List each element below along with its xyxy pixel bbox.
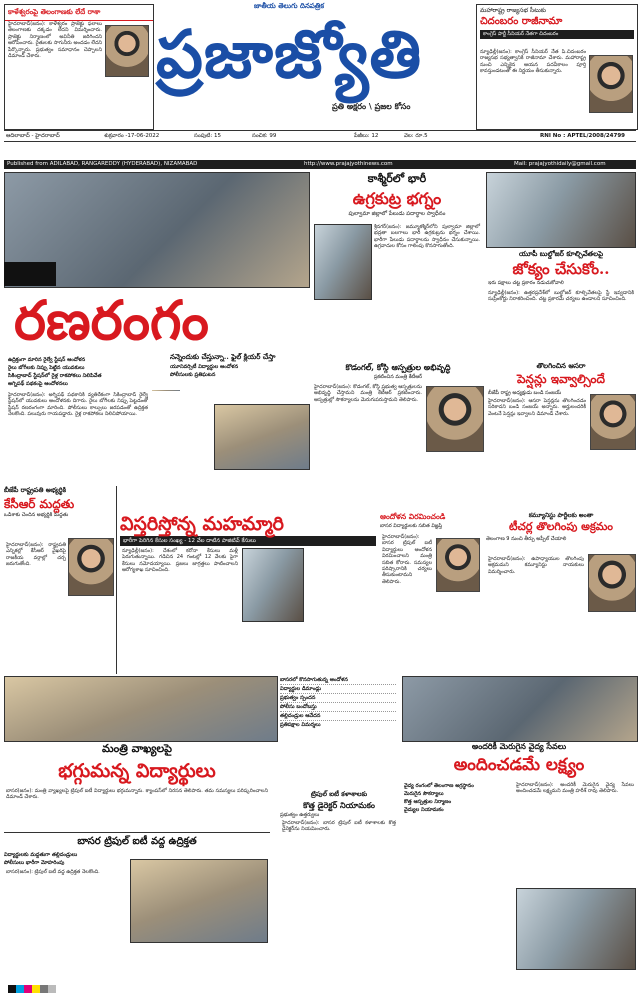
teacher-kicker: కమ్యూనిస్టు పార్టీలకు అంతా xyxy=(528,512,594,519)
masthead-title: ప్రజాజ్యోతి xyxy=(156,15,423,93)
health-headline: అందించడమే లక్ష్యం xyxy=(453,755,585,775)
bandi-photo xyxy=(590,394,636,450)
person-photo xyxy=(105,25,149,77)
dateline-issue: సంచిక: 99 xyxy=(252,133,277,139)
kcr-sub: ఒడిశాకు చెందిన అభ్యర్థికి మద్దతు xyxy=(4,512,69,518)
students-kicker: మంత్రి వాఖ్యలపై xyxy=(101,742,173,755)
covid-sub: భారీగా పెరిగిన కేసుల సంఖ్య - 12 వేల దాటిన పాజిటివ్ కేసులు xyxy=(120,536,376,546)
top-left-heading: కాళేశ్వరంపై తెలంగాణకు లేదే రాశా xyxy=(5,5,153,21)
sc-heading: యూపీ బుల్డోజర్ కూల్చివేతలపై xyxy=(518,250,604,258)
director-story xyxy=(280,790,398,972)
brief-item: విద్యార్థుల డిమాండ్లు xyxy=(280,685,396,694)
sc-headline: జోక్యం చేసుకోం.. xyxy=(512,260,610,278)
kcr-photo xyxy=(68,538,114,596)
teacher-sub: తెలంగాణ 9 నుంచి తీర్పు అప్పీల్ చేయాలి xyxy=(486,536,567,542)
kodangal-story xyxy=(312,362,484,480)
lead-bullet: సికింద్రాబాద్ స్టేషన్‌లో రైళ్ల రాకపోకలు నిలిపివేత xyxy=(8,373,102,379)
kashmir-headline: ఉగ్రకుట్ర భగ్నం xyxy=(352,189,442,208)
sc-story xyxy=(486,172,636,358)
kashmir-photo xyxy=(314,224,372,300)
mail: Mail: prajajyothidaily@gmail.com xyxy=(514,161,606,167)
director-sub: ప్రభుత్వం ఉత్తర్వులు xyxy=(280,812,320,818)
kcr-body: హైదరాబాద్(జనం): రాష్ట్రపతి ఎన్నికల్లో కేసీఆర్ వైఖరిపై రాజకీయ వర్గాల్లో చర్చ జరుగుతోంది. xyxy=(6,542,66,568)
dateline-volume: సంపుటి: 15 xyxy=(194,133,221,139)
lead-body: హైదరాబాద్(జనం): అగ్నిపథ్ పథకానికి వ్యతిరేకంగా సికింద్రాబాద్ రైల్వే స్టేషన్‌లో యువకులు ఆందోళనకు దిగారు. రైలు బోగీలకు నిప్పు పెట్టడంతో స్టేషన్ రణరంగంగా మారింది. పోలీసులు కాల్పులు జరపడంతో ఉద్రిక్తత నెలకొంది. పలువురు గాయపడ్డారు. రైళ్ల రాకపోకలు నిలిచిపోయాయి. xyxy=(8,392,148,418)
covid-photo xyxy=(242,548,304,622)
top-right-kicker: మహారాష్ట్ర రాజ్యసభ సీటుకు xyxy=(480,7,546,14)
students-photo xyxy=(4,676,278,742)
teacher-story xyxy=(486,512,636,674)
health-body: హైదరాబాద్(జనం): అందరికీ మెరుగైన వైద్య సేవలు అందించడమే లక్ష్యమని మంత్రి హరీశ్ రావు తెలిపారు. xyxy=(516,782,634,795)
nanna-bullet: యూనివర్సిటీ విద్యార్థుల ఆందోళన xyxy=(170,364,239,370)
covid-body: న్యూఢిల్లీ(జనం): దేశంలో కరోనా కేసులు మళ్లీ పెరుగుతున్నాయి. గడిచిన 24 గంటల్లో 12 వేలకు పైగా కేసులు నమోదయ్యాయి. ప్రజలు జాగ్రత్తలు పాటించాలని ఆరోగ్యశాఖ సూచించింది. xyxy=(122,548,238,574)
pension-kicker: తొలగించిన ఆసరా xyxy=(536,362,586,370)
health-bullets xyxy=(404,782,512,814)
lead-photo-caption-block xyxy=(4,262,56,286)
andolana-story xyxy=(380,512,480,674)
lead-bullet: ఉద్రిక్తంగా మారిన రైల్వే స్టేషన్ ఆందోళన xyxy=(8,357,86,363)
pension-sub: బీజేపీ రాష్ట్ర అధ్యక్షుడు బండి సంజయ్ xyxy=(488,390,562,396)
health-photo xyxy=(402,676,638,742)
students-body: బాసర(జనం): మంత్రి వ్యాఖ్యలపై ట్రిపుల్ ఐటీ విద్యార్థులు భగ్గుమన్నారు. క్యాంపస్‌లో నిరసన తెలిపారు. తమ సమస్యలు పరిష్కరించాలని డిమాండ్ చేశారు. xyxy=(6,788,268,801)
basara-story xyxy=(4,832,270,973)
teacher-headline: టీచర్ల తొలగింపు అక్రమం xyxy=(509,520,613,533)
students-headline: భగ్గుమన్న విద్యార్థులు xyxy=(58,760,216,782)
kashmir-kicker: కాశ్మీర్‌లో భారీ xyxy=(367,172,427,185)
director-headline: కొత్త డైరెక్టర్ నియామకం xyxy=(303,800,375,810)
nanna-heading: నన్నెందుకు చేస్తున్నా.. ఫైల్ క్లియర్ చేస్తా xyxy=(170,352,276,361)
pension-body: హైదరాబాద్(జనం): ఆసరా పెన్షన్లను తొలగించడం సరికాదని బండి సంజయ్ అన్నారు. అర్హులందరికీ వెంటనే పెన్షన్లు ఇవ్వాలని డిమాండ్ చేశారు. xyxy=(488,398,586,417)
masthead xyxy=(154,2,474,128)
sc-body: న్యూఢిల్లీ(జనం): ఉత్తరప్రదేశ్‌లో బుల్డోజర్ కూల్చివేతలపై స్టే ఇవ్వడానికి సుప్రీంకోర్టు నిరాకరించింది. చట్ట ప్రకారమే చర్యలు ఉండాలని సూచించింది. xyxy=(488,290,634,303)
masthead-tagline: జాతీయ తెలుగు దినపత్రిక xyxy=(254,2,324,10)
teacher-photo xyxy=(588,554,636,612)
brief-item: ప్రతిపక్షాల విమర్శలు xyxy=(280,722,321,728)
nanna-bullet: పోలీసులకు ప్రతిఘటన xyxy=(170,372,216,378)
masthead-slogan: ప్రతి అక్షరం \ ప్రజల కోసం xyxy=(332,102,411,111)
kcr-story xyxy=(4,486,117,674)
andolana-sub: బాసర విద్యార్థులకు సబిత విజ్ఞప్తి xyxy=(380,523,443,529)
dateline-date: శుక్రవారం -17-06-2022 xyxy=(104,133,160,139)
basara-bullet: పోలీసులు భారీగా మోహరింపు xyxy=(4,860,65,866)
health-bullet: వైద్య రంగంలో తెలంగాణ అగ్రస్థానం xyxy=(404,783,474,789)
students-story xyxy=(4,742,270,828)
pension-headline: పెన్షన్లు ఇవ్వాల్సిందే xyxy=(517,372,605,386)
kashmir-body: శ్రీనగర్(జనం): జమ్మూకశ్మీర్‌లోని పుల్వామా జిల్లాలో భద్రతా బలగాలు భారీ ఉగ్రకుట్రను భగ్నం చేశాయి. భారీగా పేలుడు పదార్థాలను స్వాధీనం చేసుకున్నాయి. ఉగ్రవాదుల కోసం గాలింపు కొనసాగుతోంది. xyxy=(374,224,480,250)
sabitha-photo xyxy=(436,538,480,592)
person-photo xyxy=(589,55,633,113)
basara-headline: బాసర ట్రిపుల్ ఐటీ వద్ద ఉద్రిక్తత xyxy=(77,836,197,847)
covid-headline: విస్తరిస్తోన్న మహమ్మారి xyxy=(120,513,284,535)
director-body: హైదరాబాద్(జనం): బాసర ట్రిపుల్ ఐటీ కళాశాలకు కొత్త డైరెక్టర్‌ను నియమించారు. xyxy=(282,820,396,833)
director-heading: ట్రిపుల్ ఐటీ కళాశాలకు xyxy=(310,790,368,798)
brief-item: పోలీసు బందోబస్తు xyxy=(280,703,396,712)
lead-bullet: రైలు బోగీలకు నిప్పు పెట్టిన యువకులు xyxy=(8,365,85,371)
published-from: Published from ADILABAD, RANGAREDDY (HYDERABAD), NIZAMABAD xyxy=(7,161,198,167)
health-bullet: మెరుగైన సౌకర్యాలు xyxy=(404,791,444,797)
sc-photo xyxy=(486,172,636,248)
ktr-photo xyxy=(426,386,484,452)
nanna-photo xyxy=(214,404,310,470)
lead-headline: రణరంగం xyxy=(14,288,209,352)
health-bullet: కొత్త ఆస్పత్రుల నిర్మాణం xyxy=(404,799,452,805)
kcr-headline: కేసీఆర్ మద్దతు xyxy=(4,497,75,511)
kcr-heading: బీజేపీ రాష్ట్రపతి అభ్యర్థికి xyxy=(4,486,66,494)
kashmir-sub: పుల్వామా జిల్లాలో పేలుడు పదార్థాల స్వాధీనం xyxy=(348,211,446,217)
dateline-city: ఆదిలాబాద్ - హైదరాబాద్ xyxy=(6,133,60,139)
dateline-pages: పేజీలు: 12 xyxy=(354,133,379,139)
health-kicker: అందరికీ మెరుగైన వైద్య సేవలు xyxy=(471,742,567,751)
brief-item: తల్లిదండ్రుల ఆవేదన xyxy=(280,712,396,721)
website: http://www.prajajyothinews.com xyxy=(304,161,393,167)
andolana-heading: ఆందోళన విరమించండి xyxy=(380,512,446,521)
pension-story xyxy=(486,362,636,508)
top-right-heading: చిదంబరం రాజీనామా xyxy=(480,16,563,27)
color-registration-bar xyxy=(8,978,632,986)
top-right-box xyxy=(476,4,638,130)
kashmir-story xyxy=(312,172,482,358)
briefs-box xyxy=(280,676,396,786)
basara-photo xyxy=(130,859,268,943)
covid-story xyxy=(120,512,376,674)
kodangal-sub: ప్రకటించిన మంత్రి కేటీఆర్ xyxy=(373,374,423,380)
top-left-body: హైదరాబాద్(జనం): కాళేశ్వరం ప్రాజెక్టు ఫలాలు తెలంగాణకు దక్కడం లేదని విమర్శించారు. ప్రాజెక్టు నిర్మాణంలో అవినీతి జరిగిందని ఆరోపించారు. రైతులకు సాగునీరు అందడం లేదని పేర్కొన్నారు. ప్రభుత్వం సమాధానం చెప్పాలని డిమాండ్ చేశారు. xyxy=(8,21,102,60)
dateline-price: వెల: రూ.5 xyxy=(404,133,428,139)
dateline xyxy=(4,130,636,142)
dateline-rni: RNI No : APTEL/2008/24799 xyxy=(540,133,625,139)
top-right-sub: కాంగ్రెస్ పార్టీ సీనియర్ నేతగా చిదంబరం xyxy=(480,30,634,39)
lead-bullet: అగ్నిపథ్ పథకంపై ఆందోళనలు xyxy=(8,381,68,387)
published-strip xyxy=(4,160,636,169)
health-photo-2 xyxy=(516,888,636,970)
top-left-box xyxy=(4,4,154,130)
basara-body: బాసర(జనం): ట్రిపుల్ ఐటీ వద్ద ఉద్రిక్తత నెలకొంది. xyxy=(6,869,100,875)
teacher-body: హైదరాబాద్(జనం): ఉపాధ్యాయుల తొలగింపు అక్రమమని కమ్యూనిస్టు నాయకులు విమర్శించారు. xyxy=(488,556,584,575)
basara-bullet: విద్యార్థులకు మద్దతుగా తల్లిదండ్రులు xyxy=(4,852,78,858)
brief-item: బాసరలో కొనసాగుతున్న ఆందోళన xyxy=(280,676,396,685)
health-story xyxy=(402,742,636,972)
nanna-story xyxy=(170,352,310,476)
brief-item: ప్రభుత్వం స్పందన xyxy=(280,694,396,703)
andolana-body: హైదరాబాద్(జనం): బాసర ట్రిపుల్ ఐటీ విద్యార్థులు ఆందోళన విరమించాలని మంత్రి సబిత కోరారు. సమస్యల పరిష్కారానికి చర్యలు తీసుకుంటామని తెలిపారు. xyxy=(382,534,432,585)
sc-sub: ఇరు పక్షాలు చట్ట ప్రకారం నడుచుకోవాలి xyxy=(488,280,564,286)
kodangal-body: హైదరాబాద్(జనం): కొడంగల్, కోస్గి ప్రభుత్వ ఆస్పత్రులను అభివృద్ధి చేస్తామని మంత్రి కేటీఆర్ ప్రకటించారు. ఆస్పత్రుల్లో సౌకర్యాలను మెరుగుపరుస్తామని తెలిపారు. xyxy=(314,384,422,403)
kodangal-heading: కొడంగల్, కోస్గి ఆస్పత్రుల అభివృద్ధి xyxy=(345,362,451,372)
health-bullet: వైద్యుల నియామకం xyxy=(404,807,444,813)
top-right-body: న్యూఢిల్లీ(జనం): కాంగ్రెస్ సీనియర్ నేత పి.చిదంబరం రాజ్యసభ సభ్యత్వానికి రాజీనామా చేశారు. మహారాష్ట్ర నుంచి ఎన్నికైన ఆయన పదవీకాలం పూర్తి కావస్తుండటంతో ఈ నిర్ణయం తీసుకున్నారు. xyxy=(480,49,586,75)
